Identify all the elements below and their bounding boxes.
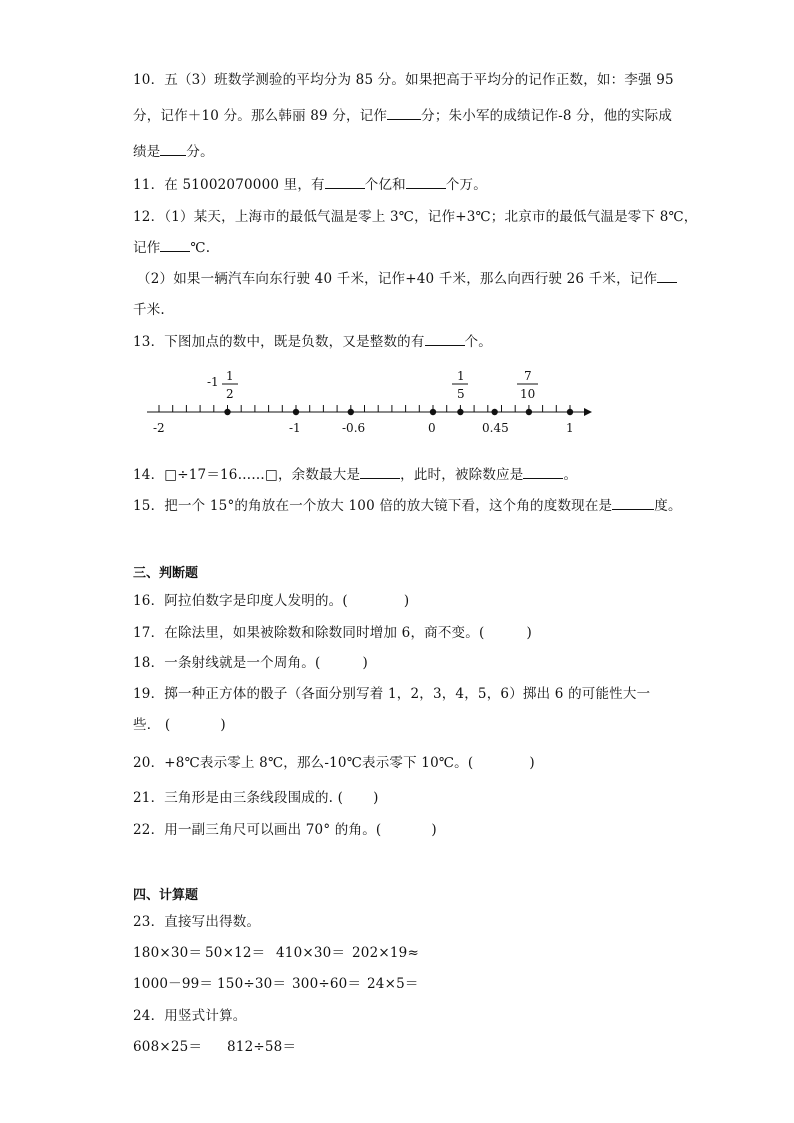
close-paren: ) [431,822,437,838]
q14-blank-2[interactable] [523,464,563,479]
number-line-dot [457,409,463,415]
number-line-ticks [159,405,570,412]
fraction-denominator: 2 [226,387,234,401]
q11-text-b: 个亿和 [364,177,406,193]
q14-blank-1[interactable] [360,464,400,479]
number-line-dot [348,409,354,415]
q10-text-d: 分。 [186,144,214,160]
q11-text-a: 11．在 51002070000 里，有 [133,177,325,193]
q23-item: 202×19≈ [352,945,419,961]
tick-label-neg-2: -2 [153,421,165,435]
q23-item: 410×30＝ [276,945,346,961]
q15-line [133,494,682,514]
q10-blank-1[interactable] [387,105,421,120]
q10-blank-2[interactable] [160,141,186,156]
q10-line3 [133,140,214,160]
close-paren: ) [373,790,379,806]
q15-text-a: 15．把一个 15°的角放在一个放大 100 倍的放大镜下看，这个角的度数现在是 [133,498,613,514]
q15-text-b: 度。 [654,498,682,514]
number-line-dot [526,409,532,415]
tick-label-0: 0 [428,421,436,435]
q12-line2 [133,236,210,256]
q24-row1 [133,1035,296,1055]
q15-blank[interactable] [612,495,654,510]
section-title-calculation: 四、计算题 [133,888,199,903]
q14-text-b: ，此时，被除数应是 [400,467,524,483]
close-paren: ) [362,655,368,671]
q22-line [133,818,437,838]
q23-item: 300÷60＝ [292,976,362,992]
q11-blank-1[interactable] [325,174,365,189]
number-line-dot [224,409,230,415]
q23-item: 1000－99＝ [133,976,214,992]
q19-line2 [133,713,226,733]
q13-text-a: 13．下图加点的数中，既是负数，又是整数的有 [133,334,425,350]
fraction-label-1-5 [452,369,468,401]
q14-text-c: 。 [563,467,578,483]
q12-blank-2[interactable] [657,268,677,283]
q18-text: 18．一条射线就是一个周角。( [133,655,321,671]
q12-text-a: 记作 [133,240,161,256]
q12-line3 [137,267,677,287]
q23-item: 50×12＝ [205,945,266,961]
q10-text-a: 分，记作＋10 分。那么韩丽 89 分，记作 [133,108,388,124]
q13-line [133,330,492,350]
number-line-dot [491,409,497,415]
fraction-denominator: 5 [457,387,465,401]
q18-line [133,651,368,671]
section-title-judgment: 三、判断题 [133,566,199,581]
q10-text-b: 分；朱小军的成绩记作-8 分，他的实际成 [421,108,673,124]
q24-item: 608×25＝ [133,1039,203,1055]
q23-item: 150÷30＝ [217,976,287,992]
q16-text: 16．阿拉伯数字是印度人发明的。( [133,593,348,609]
fraction-numerator: 1 [226,369,234,383]
q19-line1: 19．掷一种正方体的骰子（各面分别写着 1，2，3，4，5，6）掷出 6 的可能性大一 [133,686,651,702]
fraction-whole: -1 [207,375,219,389]
fraction-label-7-10 [517,369,538,401]
q14-line [133,463,577,483]
q11-line [133,173,487,193]
q13-text-b: 个。 [464,334,492,350]
arrow-icon [584,408,592,416]
q11-blank-2[interactable] [406,174,446,189]
q24-title: 24．用竖式计算。 [133,1008,247,1024]
fraction-numerator: 7 [524,369,532,383]
q10-line2 [133,104,672,124]
close-paren: ) [526,625,532,641]
q24-item: 812÷58＝ [227,1039,297,1055]
close-paren: ) [529,755,535,771]
number-line-dot [430,409,436,415]
fraction-denominator: 10 [520,387,536,401]
q11-text-c: 个万。 [445,177,487,193]
q23-row1 [133,941,419,961]
fraction-label-neg-1-1-2 [207,369,238,401]
q21-text: 21．三角形是由三条线段围成的. ( [133,790,344,806]
q10-text-c: 绩是 [133,144,161,160]
q13-blank[interactable] [425,331,465,346]
q20-text: 20．+8℃表示零上 8℃，那么-10℃表示零下 10℃。( [133,755,474,771]
q16-line [133,589,409,609]
q14-text-a: 14．□÷17＝16……□，余数最大是 [133,467,361,483]
tick-label-1: 1 [566,421,574,435]
q20-line [133,751,535,771]
q12-text-b: ℃. [190,240,211,256]
fraction-numerator: 1 [457,369,465,383]
close-paren: ) [403,593,410,609]
q23-title: 23．直接写出得数。 [133,914,261,930]
q23-item: 24×5＝ [367,976,419,992]
number-line-figure [0,360,794,440]
q10-line1: 10．五（3）班数学测验的平均分为 85 分。如果把高于平均分的记作正数，如：李强 95 [133,72,674,88]
q19-text: 些． ( [133,717,171,733]
q12-line4: 千米. [133,302,165,318]
q23-item: 180×30＝ [133,945,203,961]
tick-label-0-45: 0.45 [482,421,509,435]
q12-line1: 12．（1）某天，上海市的最低气温是零上 3℃，记作+3℃；北京市的最低气温是零下 8℃， [133,209,698,225]
close-paren: ) [220,717,226,733]
number-line-dot [293,409,299,415]
q21-line [133,786,379,806]
q12-blank-1[interactable] [160,237,190,252]
q23-row2 [133,972,419,992]
q22-text: 22．用一副三角尺可以画出 70° 的角。( [133,822,382,838]
q12-text-c: （2）如果一辆汽车向东行驶 40 千米，记作+40 千米，那么向西行驶 26 千米，记作 [137,271,658,287]
tick-label-neg-1: -1 [289,421,301,435]
tick-label-neg-0-6: -0.6 [342,421,366,435]
number-line-dot [567,409,573,415]
q17-line [133,621,532,641]
q17-text: 17．在除法里，如果被除数和除数同时增加 6，商不变。( [133,625,485,641]
